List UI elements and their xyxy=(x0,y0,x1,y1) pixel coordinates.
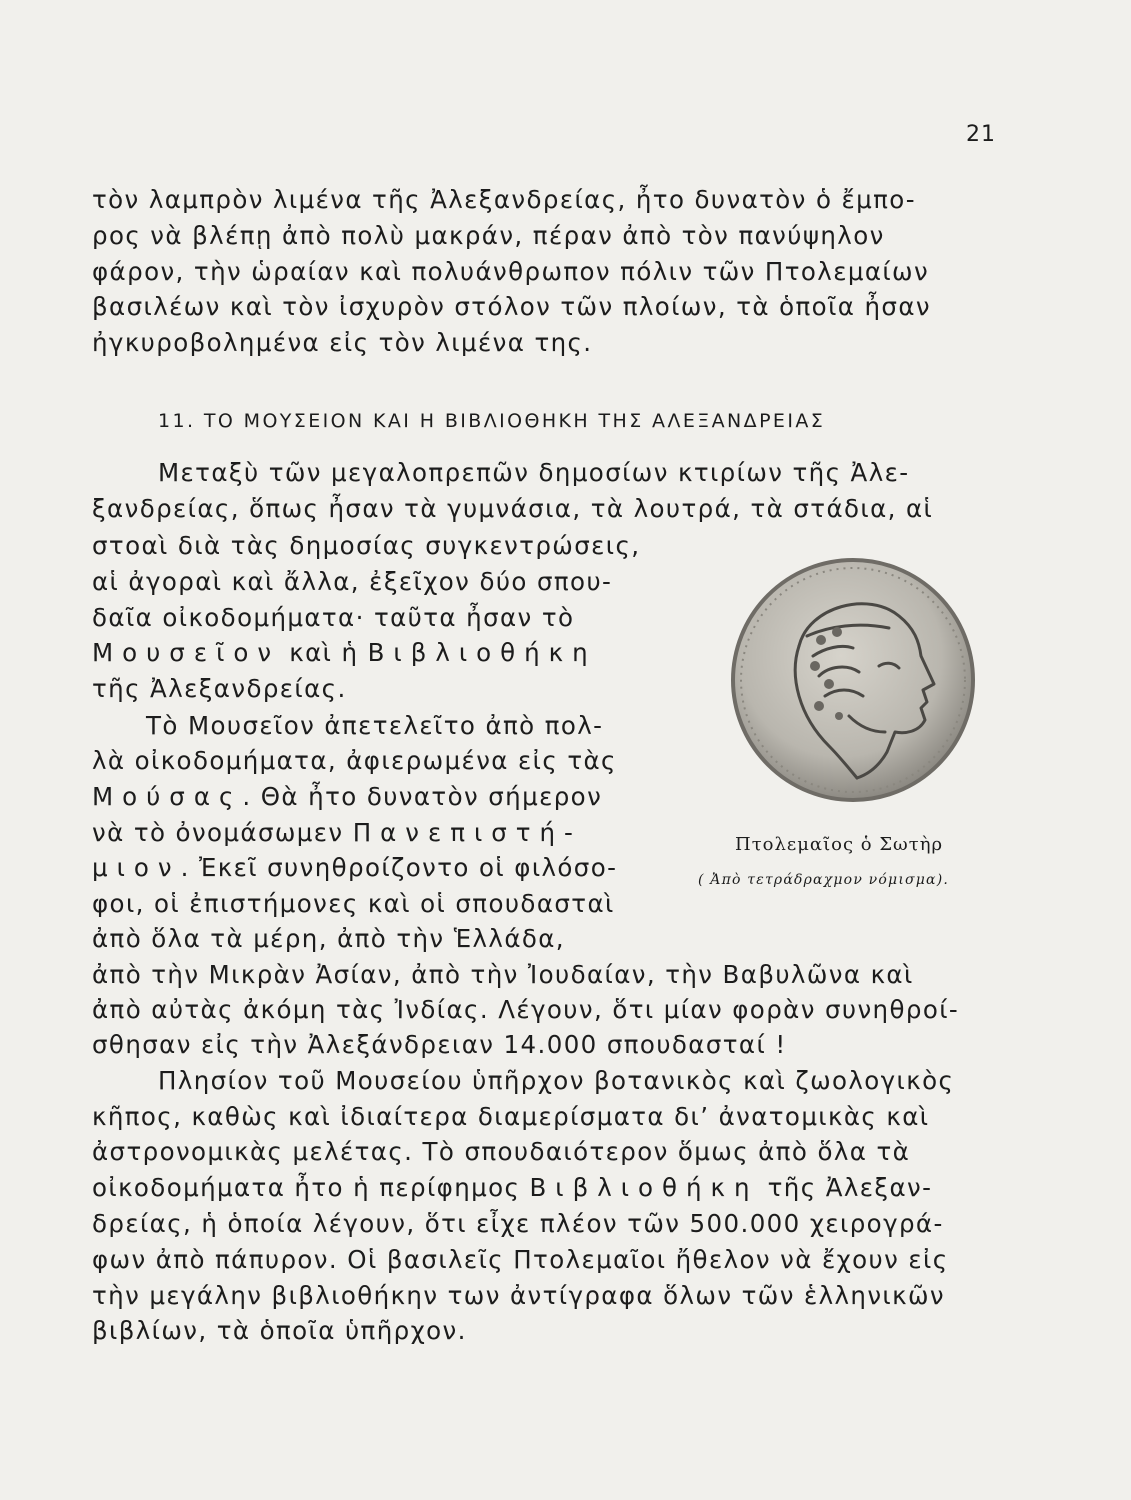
museum-line-4 xyxy=(92,818,582,848)
buildings-line-5: δαῖα οἰκοδομήματα· ταῦτα ἦσαν τὸ xyxy=(92,603,575,632)
library-line-8: βιβλίων, τὰ ὁποῖα ὑπῆρχον. xyxy=(92,1316,467,1345)
buildings-line-2: ξανδρείας, ὅπως ἦσαν τὰ γυμνάσια, τὰ λουτρά, τὰ στάδια, αἱ xyxy=(92,494,934,523)
library-line-1: Πλησίον τοῦ Μουσείου ὑπῆρχον βοτανικὸς καὶ ζωολογικὸς xyxy=(158,1066,955,1095)
ptolemy-coin-image xyxy=(729,556,977,804)
library-line-3: ἀστρονομικὰς μελέτας. Τὸ σπουδαιότερον ὅμως ἀπὸ ὅλα τὰ xyxy=(92,1137,911,1166)
intro-line-2: ρος νὰ βλέπῃ ἀπὸ πολὺ μακράν, πέραν ἀπὸ τὸν πανύψηλον xyxy=(92,221,885,250)
buildings-line-6-middle: καὶ ἡ xyxy=(280,638,368,667)
page-number: 21 xyxy=(966,122,996,147)
museum-line-1: Τὸ Μουσεῖον ἀπετελεῖτο ἀπὸ πολ- xyxy=(146,711,604,740)
library-line-4-start: οἰκοδομήματα ἦτο ἡ περίφημος xyxy=(92,1173,530,1202)
intro-line-4: βασιλέων καὶ τὸν ἰσχυρὸν στόλον τῶν πλοίων, τὰ ὁποῖα ἦσαν xyxy=(92,292,931,321)
library-line-6: φων ἀπὸ πάπυρον. Οἱ βασιλεῖς Πτολεμαῖοι ἤθελον νὰ ἔχουν εἰς xyxy=(92,1245,949,1274)
university-term: Πανεπιστή- xyxy=(352,818,582,847)
museum-term: Μουσεῖον xyxy=(92,638,281,667)
library-line-4 xyxy=(92,1173,932,1203)
library-line-2: κῆπος, καθὼς καὶ ἰδιαίτερα διαμερίσματα δι’ ἀνατομικὰς καὶ xyxy=(92,1102,930,1131)
intro-line-3: φάρον, τὴν ὡραίαν καὶ πολυάνθρωπον πόλιν τῶν Πτολεμαίων xyxy=(92,257,930,286)
museum-line-3 xyxy=(92,782,602,812)
coin-disc xyxy=(733,560,973,800)
buildings-line-6 xyxy=(92,638,597,668)
intro-line-1: τὸν λαμπρὸν λιμένα τῆς Ἀλεξανδρείας, ἦτο δυνατὸν ὁ ἔμπο- xyxy=(92,185,916,214)
museum-line-3-rest: . Θὰ ἦτο δυνατὸν σήμερον xyxy=(242,782,603,811)
museum-line-9: ἀπὸ αὐτὰς ἀκόμη τὰς Ἰνδίας. Λέγουν, ὅτι μίαν φορὰν συνηθροί- xyxy=(92,995,960,1024)
museum-line-8: ἀπὸ τὴν Μικρὰν Ἀσίαν, ἀπὸ τὴν Ἰουδαίαν, τὴν Βαβυλῶνα καὶ xyxy=(92,960,914,989)
museum-line-10: σθησαν εἰς τὴν Ἀλεξάνδρειαν 14.000 σπουδασταί ! xyxy=(92,1030,787,1059)
museum-line-4-start: νὰ τὸ ὀνομάσωμεν xyxy=(92,818,353,847)
section-heading: 11. ΤΟ ΜΟΥΣΕΙΟΝ ΚΑΙ Η ΒΙΒΛΙΟΘΗΚΗ ΤΗΣ ΑΛΕΞΑΝΔΡΕΙΑΣ xyxy=(158,410,826,432)
intro-line-5: ἠγκυροβολημένα εἰς τὸν λιμένα της. xyxy=(92,328,593,357)
buildings-line-4: αἱ ἀγοραὶ καὶ ἄλλα, ἐξεῖχον δύο σπου- xyxy=(92,567,613,596)
figure-caption: Πτολεμαῖος ὁ Σωτὴρ xyxy=(735,834,944,855)
buildings-line-3: στοαὶ διὰ τὰς δημοσίας συγκεντρώσεις, xyxy=(92,531,641,560)
buildings-line-7: τῆς Ἀλεξανδρείας. xyxy=(92,674,347,703)
university-term-end: μιον xyxy=(92,853,181,882)
museum-line-2: λὰ οἰκοδομήματα, ἀφιερωμένα εἰς τὰς xyxy=(92,746,617,775)
library-line-7: τὴν μεγάλην βιβλιοθήκην των ἀντίγραφα ὅλων τῶν ἑλληνικῶν xyxy=(92,1281,945,1310)
library-term: Βιβλιοθήκη xyxy=(367,638,597,667)
buildings-line-1: Μεταξὺ τῶν μεγαλοπρεπῶν δημοσίων κτιρίων τῆς Ἀλε- xyxy=(158,458,910,487)
library-line-4-end: τῆς Ἀλεξαν- xyxy=(758,1173,933,1202)
library-term-2: Βιβλιοθήκη xyxy=(529,1173,759,1202)
museum-line-6: φοι, οἱ ἐπιστήμονες καὶ οἱ σπουδασταὶ xyxy=(92,889,615,918)
museum-line-5 xyxy=(92,853,617,883)
museum-line-5-rest: . Ἐκεῖ συνηθροίζοντο οἱ φιλόσο- xyxy=(180,853,618,882)
museum-line-7: ἀπὸ ὅλα τὰ μέρη, ἀπὸ τὴν Ἑλλάδα, xyxy=(92,924,565,953)
figure-caption-source: ( Ἀπὸ τετράδραχμον νόμισμα). xyxy=(698,872,950,888)
library-line-5: δρείας, ἡ ὁποία λέγουν, ὅτι εἶχε πλέον τῶν 500.000 χειρογρά- xyxy=(92,1209,944,1238)
muses-term: Μούσας xyxy=(92,782,243,811)
